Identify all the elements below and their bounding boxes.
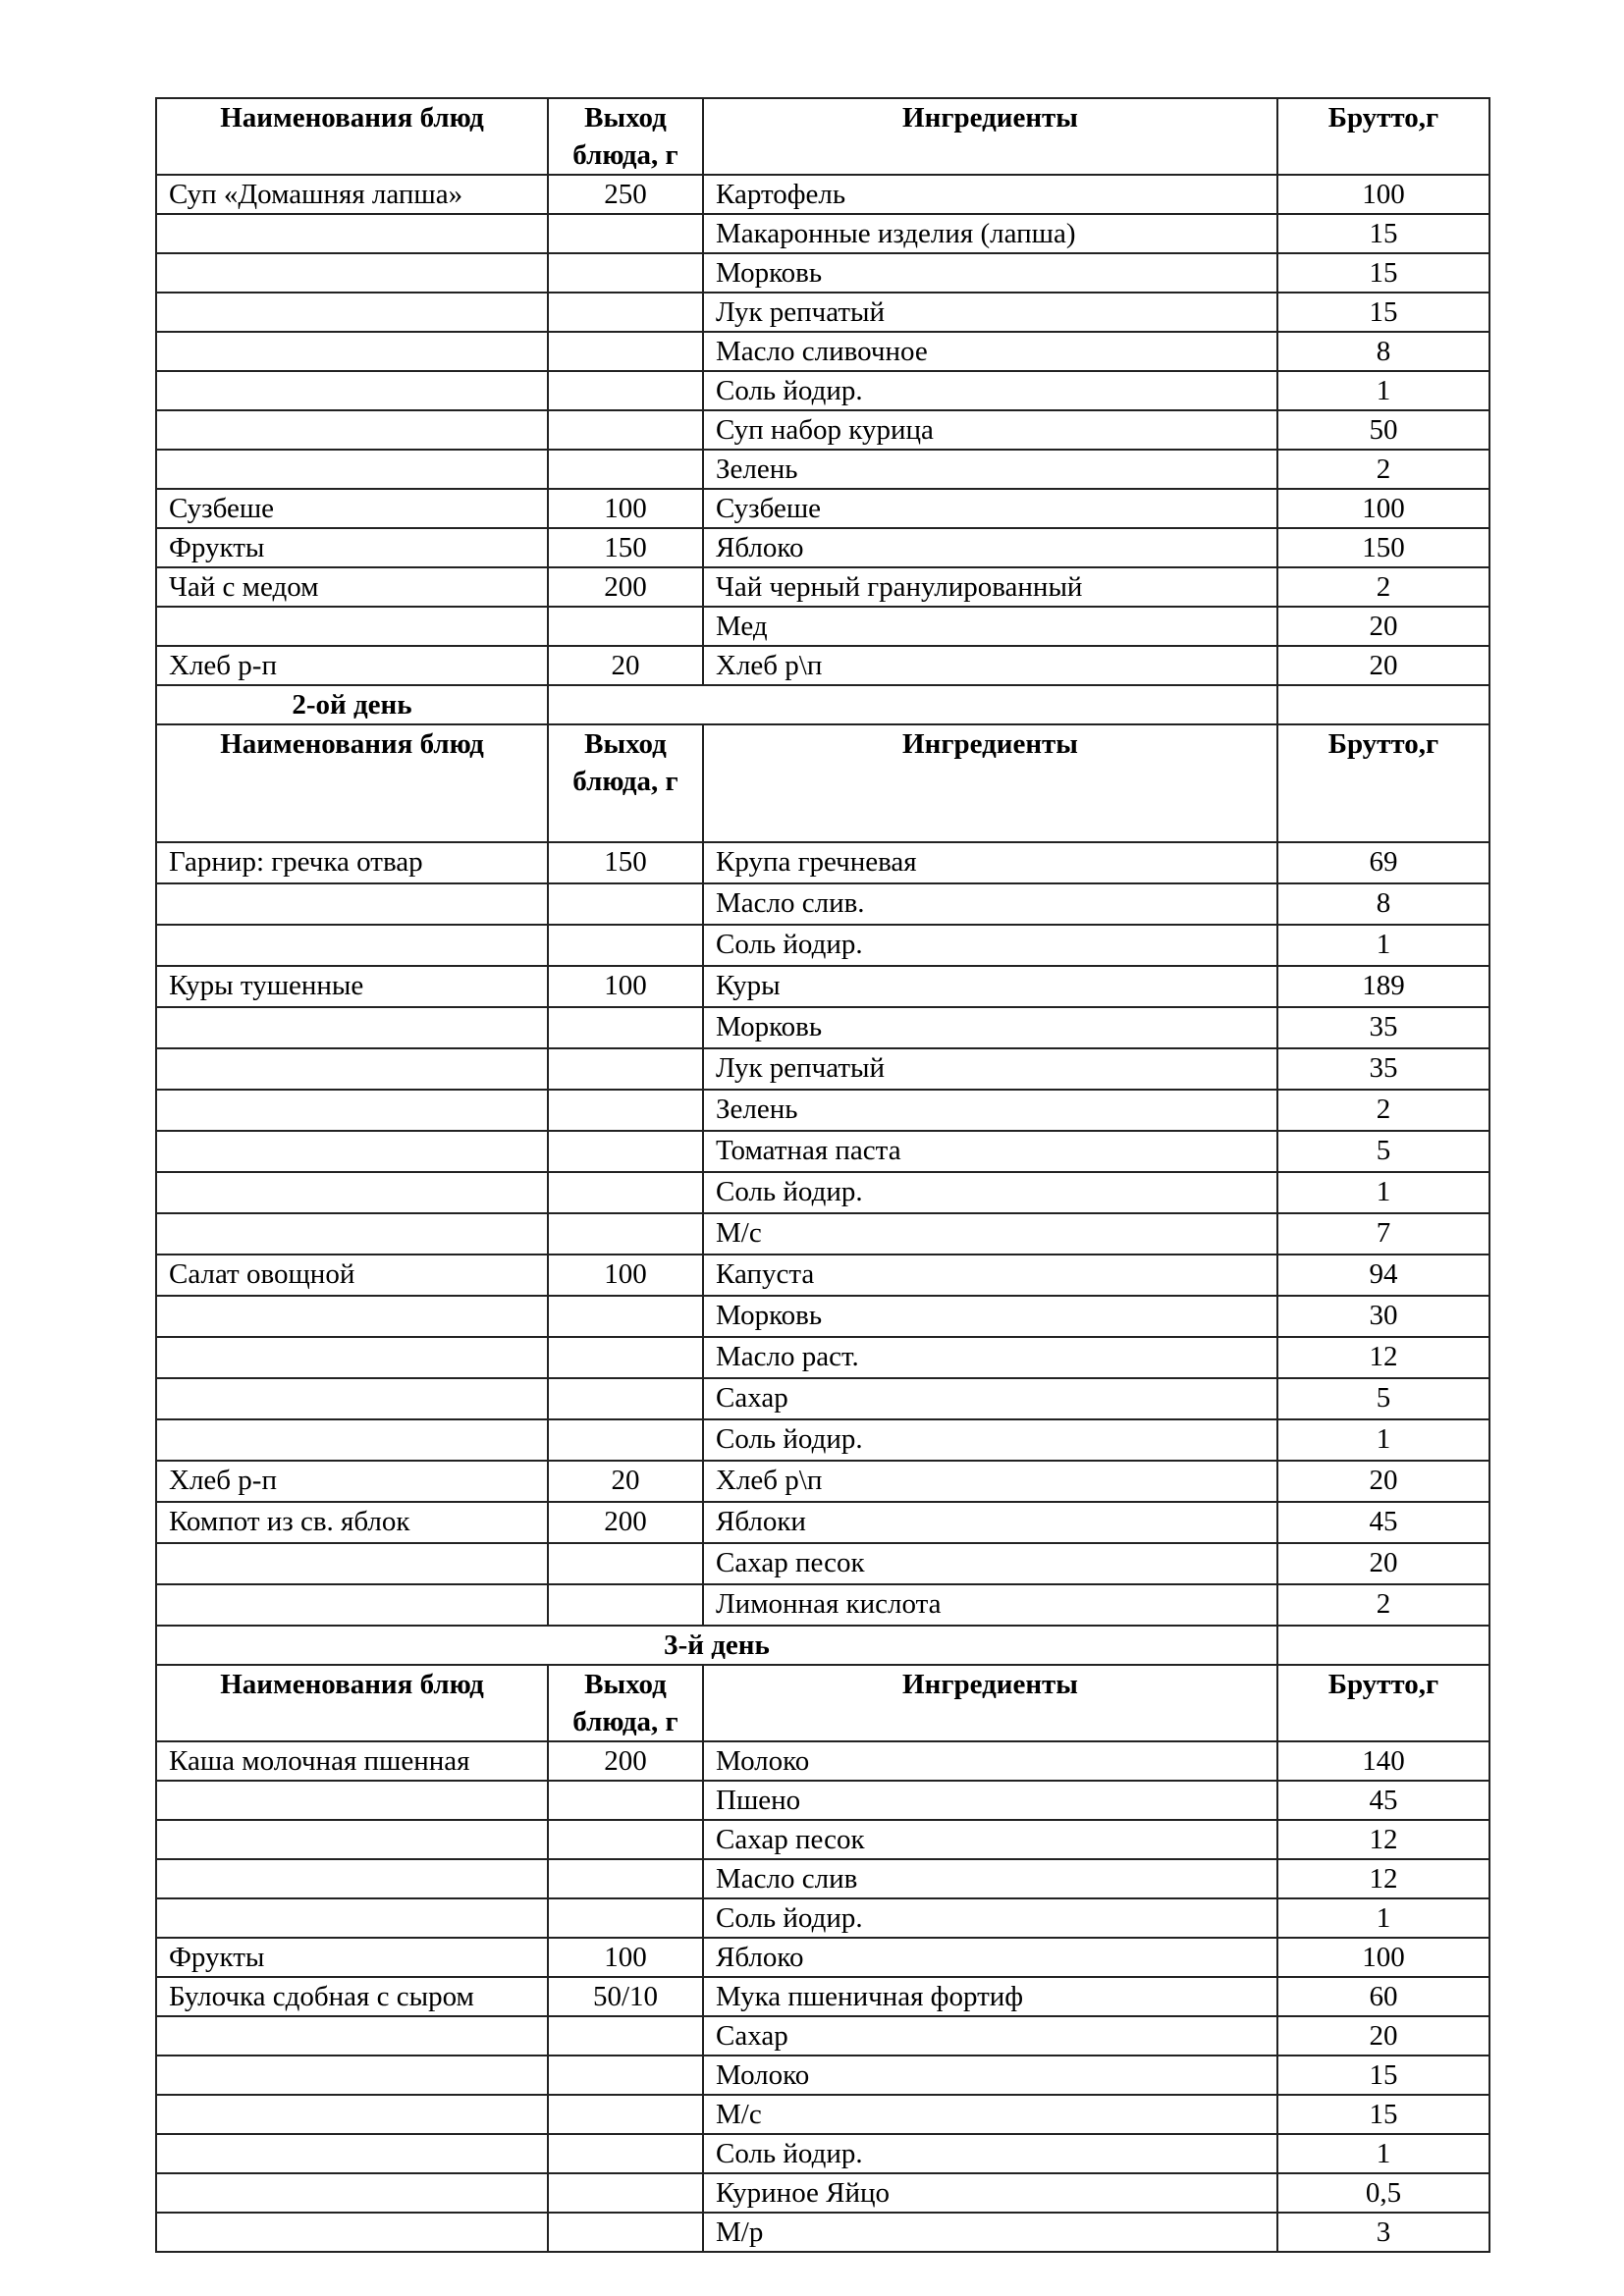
gross-weight: 30: [1277, 1296, 1489, 1337]
dish-yield: 100: [548, 1938, 703, 1977]
gross-weight: 20: [1277, 607, 1489, 646]
dish-name: Хлеб р-п: [156, 1461, 548, 1502]
gross-weight: 150: [1277, 528, 1489, 567]
table-row: [156, 1741, 1489, 1781]
table-row: [156, 410, 1489, 450]
gross-weight: 7: [1277, 1213, 1489, 1255]
header-yield-line1: Выход: [584, 728, 667, 760]
dish-name: [156, 883, 548, 925]
dish-yield: [548, 1296, 703, 1337]
gross-weight: 1: [1277, 371, 1489, 410]
ingredient-name: Чай черный гранулированный: [703, 567, 1277, 607]
table-row: [156, 2016, 1489, 2056]
ingredient-name: Соль йодир.: [703, 925, 1277, 966]
ingredient-name: Масло слив: [703, 1859, 1277, 1898]
ingredient-name: Лук репчатый: [703, 293, 1277, 332]
dish-yield: 200: [548, 1741, 703, 1781]
dish-name: [156, 1584, 548, 1626]
header-dish: Наименования блюд: [156, 98, 548, 175]
gross-weight: 1: [1277, 925, 1489, 966]
table-row: [156, 1419, 1489, 1461]
table-row: [156, 646, 1489, 685]
header-yield-line2: блюда, г: [572, 139, 678, 171]
header-yield: [548, 1665, 703, 1741]
dish-yield: [548, 607, 703, 646]
dish-name: [156, 410, 548, 450]
dish-name: [156, 214, 548, 253]
ingredient-name: Суп набор курица: [703, 410, 1277, 450]
dish-name: Куры тушенные: [156, 966, 548, 1007]
table-row: [156, 1859, 1489, 1898]
gross-weight: 100: [1277, 1938, 1489, 1977]
gross-weight: 1: [1277, 1172, 1489, 1213]
ingredient-name: Сахар песок: [703, 1820, 1277, 1859]
dish-yield: 50/10: [548, 1977, 703, 2016]
gross-weight: 140: [1277, 1741, 1489, 1781]
dish-name: [156, 925, 548, 966]
gross-weight: 20: [1277, 1461, 1489, 1502]
dish-yield: [548, 332, 703, 371]
table-row: [156, 883, 1489, 925]
ingredient-name: Мед: [703, 607, 1277, 646]
table-row: [156, 966, 1489, 1007]
gross-weight: 20: [1277, 646, 1489, 685]
ingredient-name: Томатная паста: [703, 1131, 1277, 1172]
gross-weight: 50: [1277, 410, 1489, 450]
header-row: [156, 1665, 1489, 1741]
table-row: [156, 1977, 1489, 2016]
dish-name: [156, 1172, 548, 1213]
gross-weight: 1: [1277, 1898, 1489, 1938]
ingredient-name: Куры: [703, 966, 1277, 1007]
ingredient-name: Масло раст.: [703, 1337, 1277, 1378]
header-dish: Наименования блюд: [156, 1665, 548, 1741]
table-row: [156, 371, 1489, 410]
empty-cell: [1277, 685, 1489, 724]
dish-name: [156, 1048, 548, 1090]
table-row: [156, 2056, 1489, 2095]
table-row: [156, 1007, 1489, 1048]
empty-cell: [1277, 1626, 1489, 1665]
day-label: 3-й день: [156, 1626, 1277, 1665]
gross-weight: 12: [1277, 1820, 1489, 1859]
gross-weight: 15: [1277, 293, 1489, 332]
dish-name: Фрукты: [156, 1938, 548, 1977]
header-row: [156, 98, 1489, 175]
ingredient-name: Яблоко: [703, 1938, 1277, 1977]
ingredient-name: Соль йодир.: [703, 2134, 1277, 2173]
gross-weight: 3: [1277, 2213, 1489, 2252]
dish-yield: 100: [548, 1255, 703, 1296]
gross-weight: 1: [1277, 1419, 1489, 1461]
table-row: [156, 1502, 1489, 1543]
dish-yield: [548, 1859, 703, 1898]
header-yield-line2: блюда, г: [572, 1706, 678, 1737]
ingredient-name: Сузбеше: [703, 489, 1277, 528]
gross-weight: 15: [1277, 253, 1489, 293]
dish-yield: [548, 450, 703, 489]
table-row: [156, 1584, 1489, 1626]
dish-name: [156, 1543, 548, 1584]
ingredient-name: Морковь: [703, 253, 1277, 293]
gross-weight: 5: [1277, 1131, 1489, 1172]
table-row: [156, 1213, 1489, 1255]
table-row: [156, 489, 1489, 528]
dish-yield: 200: [548, 1502, 703, 1543]
dish-yield: [548, 2213, 703, 2252]
gross-weight: 0,5: [1277, 2173, 1489, 2213]
table-row: [156, 1543, 1489, 1584]
table-row: [156, 1461, 1489, 1502]
ingredient-name: Хлеб р\п: [703, 646, 1277, 685]
ingredient-name: Яблоко: [703, 528, 1277, 567]
dish-name: Чай с медом: [156, 567, 548, 607]
ingredient-name: М/с: [703, 1213, 1277, 1255]
ingredient-name: Молоко: [703, 1741, 1277, 1781]
table-row: [156, 450, 1489, 489]
dish-yield: [548, 214, 703, 253]
dish-yield: [548, 2095, 703, 2134]
gross-weight: 35: [1277, 1048, 1489, 1090]
dish-yield: 250: [548, 175, 703, 214]
dish-name: [156, 1007, 548, 1048]
dish-name: [156, 607, 548, 646]
table-row: [156, 1781, 1489, 1820]
table-row: [156, 1048, 1489, 1090]
dish-name: Гарнир: гречка отвар: [156, 842, 548, 883]
gross-weight: 60: [1277, 1977, 1489, 2016]
ingredient-name: М/р: [703, 2213, 1277, 2252]
table-row: [156, 528, 1489, 567]
ingredient-name: Сахар: [703, 1378, 1277, 1419]
dish-name: Фрукты: [156, 528, 548, 567]
dish-yield: [548, 1131, 703, 1172]
dish-yield: 20: [548, 1461, 703, 1502]
dish-yield: 20: [548, 646, 703, 685]
table-row: [156, 2134, 1489, 2173]
ingredient-name: Соль йодир.: [703, 371, 1277, 410]
header-yield-line1: Выход: [584, 1669, 667, 1700]
gross-weight: 2: [1277, 1584, 1489, 1626]
ingredient-name: Макаронные изделия (лапша): [703, 214, 1277, 253]
table-row: [156, 1296, 1489, 1337]
dish-yield: [548, 2056, 703, 2095]
ingredient-name: Крупа гречневая: [703, 842, 1277, 883]
ingredient-name: Молоко: [703, 2056, 1277, 2095]
dish-yield: 200: [548, 567, 703, 607]
dish-name: [156, 450, 548, 489]
gross-weight: 2: [1277, 567, 1489, 607]
dish-name: [156, 2056, 548, 2095]
day-label-row: [156, 1626, 1489, 1665]
ingredient-name: Соль йодир.: [703, 1419, 1277, 1461]
dish-yield: [548, 1543, 703, 1584]
dish-name: Сузбеше: [156, 489, 548, 528]
ingredient-name: Лимонная кислота: [703, 1584, 1277, 1626]
dish-yield: [548, 2016, 703, 2056]
dish-yield: [548, 883, 703, 925]
table-row: [156, 293, 1489, 332]
dish-yield: [548, 1337, 703, 1378]
dish-yield: 150: [548, 528, 703, 567]
dish-yield: [548, 1048, 703, 1090]
dish-name: [156, 1898, 548, 1938]
dish-name: [156, 1213, 548, 1255]
dish-yield: [548, 1172, 703, 1213]
ingredient-name: Капуста: [703, 1255, 1277, 1296]
table-row: [156, 1337, 1489, 1378]
dish-name: [156, 2213, 548, 2252]
dish-name: Компот из св. яблок: [156, 1502, 548, 1543]
dish-yield: [548, 1007, 703, 1048]
dish-name: [156, 332, 548, 371]
header-gross: Брутто,г: [1277, 98, 1489, 175]
gross-weight: 20: [1277, 2016, 1489, 2056]
ingredient-name: М/с: [703, 2095, 1277, 2134]
ingredient-name: Лук репчатый: [703, 1048, 1277, 1090]
table-row: [156, 1172, 1489, 1213]
gross-weight: 100: [1277, 175, 1489, 214]
table-row: [156, 1378, 1489, 1419]
dish-name: [156, 1337, 548, 1378]
table-row: [156, 1820, 1489, 1859]
dish-name: [156, 2173, 548, 2213]
table-row: [156, 332, 1489, 371]
dish-yield: [548, 293, 703, 332]
table-row: [156, 842, 1489, 883]
ingredient-name: Сахар: [703, 2016, 1277, 2056]
header-ingredients: Ингредиенты: [703, 98, 1277, 175]
dish-name: [156, 1859, 548, 1898]
gross-weight: 45: [1277, 1781, 1489, 1820]
dish-name: [156, 253, 548, 293]
empty-cell: [548, 685, 1277, 724]
gross-weight: 45: [1277, 1502, 1489, 1543]
table-row: [156, 1255, 1489, 1296]
table-row: [156, 2213, 1489, 2252]
header-row: [156, 724, 1489, 842]
dish-yield: [548, 2134, 703, 2173]
gross-weight: 189: [1277, 966, 1489, 1007]
ingredient-name: Масло сливочное: [703, 332, 1277, 371]
dish-yield: 100: [548, 966, 703, 1007]
header-yield: [548, 724, 703, 842]
gross-weight: 100: [1277, 489, 1489, 528]
dish-yield: [548, 925, 703, 966]
gross-weight: 69: [1277, 842, 1489, 883]
dish-name: [156, 1781, 548, 1820]
ingredient-name: Масло слив.: [703, 883, 1277, 925]
ingredient-name: Хлеб р\п: [703, 1461, 1277, 1502]
header-gross: Брутто,г: [1277, 1665, 1489, 1741]
gross-weight: 12: [1277, 1337, 1489, 1378]
ingredient-name: Соль йодир.: [703, 1898, 1277, 1938]
table-row: [156, 175, 1489, 214]
table-row: [156, 2173, 1489, 2213]
table-row: [156, 1090, 1489, 1131]
gross-weight: 94: [1277, 1255, 1489, 1296]
ingredient-name: Зелень: [703, 450, 1277, 489]
table-row: [156, 1938, 1489, 1977]
ingredient-name: Морковь: [703, 1296, 1277, 1337]
dish-yield: [548, 1584, 703, 1626]
table-row: [156, 214, 1489, 253]
table-row: [156, 253, 1489, 293]
gross-weight: 8: [1277, 332, 1489, 371]
dish-yield: 100: [548, 489, 703, 528]
dish-yield: [548, 1820, 703, 1859]
dish-name: [156, 1296, 548, 1337]
dish-name: [156, 2134, 548, 2173]
dish-name: Салат овощной: [156, 1255, 548, 1296]
gross-weight: 2: [1277, 450, 1489, 489]
dish-yield: [548, 1213, 703, 1255]
dish-name: [156, 1378, 548, 1419]
dish-yield: [548, 1781, 703, 1820]
header-ingredients: Ингредиенты: [703, 724, 1277, 842]
dish-yield: [548, 1898, 703, 1938]
dish-name: [156, 1090, 548, 1131]
dish-yield: [548, 1090, 703, 1131]
ingredient-name: Пшено: [703, 1781, 1277, 1820]
ingredient-name: Куриное Яйцо: [703, 2173, 1277, 2213]
table-row: [156, 925, 1489, 966]
dish-name: [156, 1419, 548, 1461]
dish-name: [156, 2095, 548, 2134]
dish-yield: [548, 1378, 703, 1419]
gross-weight: 20: [1277, 1543, 1489, 1584]
ingredient-name: Яблоки: [703, 1502, 1277, 1543]
ingredient-name: Соль йодир.: [703, 1172, 1277, 1213]
gross-weight: 1: [1277, 2134, 1489, 2173]
table-row: [156, 567, 1489, 607]
ingredient-name: Зелень: [703, 1090, 1277, 1131]
dish-yield: [548, 1419, 703, 1461]
dish-name: Каша молочная пшенная: [156, 1741, 548, 1781]
gross-weight: 12: [1277, 1859, 1489, 1898]
ingredient-name: Картофель: [703, 175, 1277, 214]
dish-name: [156, 293, 548, 332]
menu-table: [155, 97, 1490, 2253]
gross-weight: 35: [1277, 1007, 1489, 1048]
dish-name: Хлеб р-п: [156, 646, 548, 685]
dish-name: [156, 1820, 548, 1859]
dish-yield: 150: [548, 842, 703, 883]
table-row: [156, 1898, 1489, 1938]
gross-weight: 5: [1277, 1378, 1489, 1419]
header-ingredients: Ингредиенты: [703, 1665, 1277, 1741]
gross-weight: 2: [1277, 1090, 1489, 1131]
dish-name: Булочка сдобная с сыром: [156, 1977, 548, 2016]
ingredient-name: Сахар песок: [703, 1543, 1277, 1584]
dish-name: [156, 1131, 548, 1172]
header-dish: Наименования блюд: [156, 724, 548, 842]
dish-yield: [548, 371, 703, 410]
dish-yield: [548, 2173, 703, 2213]
header-yield-line2: блюда, г: [572, 766, 678, 797]
dish-name: Суп «Домашняя лапша»: [156, 175, 548, 214]
gross-weight: 15: [1277, 214, 1489, 253]
gross-weight: 15: [1277, 2056, 1489, 2095]
ingredient-name: Морковь: [703, 1007, 1277, 1048]
dish-name: [156, 371, 548, 410]
day-label: 2-ой день: [156, 685, 548, 724]
dish-name: [156, 2016, 548, 2056]
table-row: [156, 607, 1489, 646]
table-row: [156, 2095, 1489, 2134]
menu-table-body: [156, 98, 1489, 2252]
gross-weight: 15: [1277, 2095, 1489, 2134]
header-gross: Брутто,г: [1277, 724, 1489, 842]
header-yield-line1: Выход: [584, 102, 667, 133]
dish-yield: [548, 253, 703, 293]
dish-yield: [548, 410, 703, 450]
table-row: [156, 1131, 1489, 1172]
header-yield: [548, 98, 703, 175]
day-label-row: [156, 685, 1489, 724]
gross-weight: 8: [1277, 883, 1489, 925]
ingredient-name: Мука пшеничная фортиф: [703, 1977, 1277, 2016]
